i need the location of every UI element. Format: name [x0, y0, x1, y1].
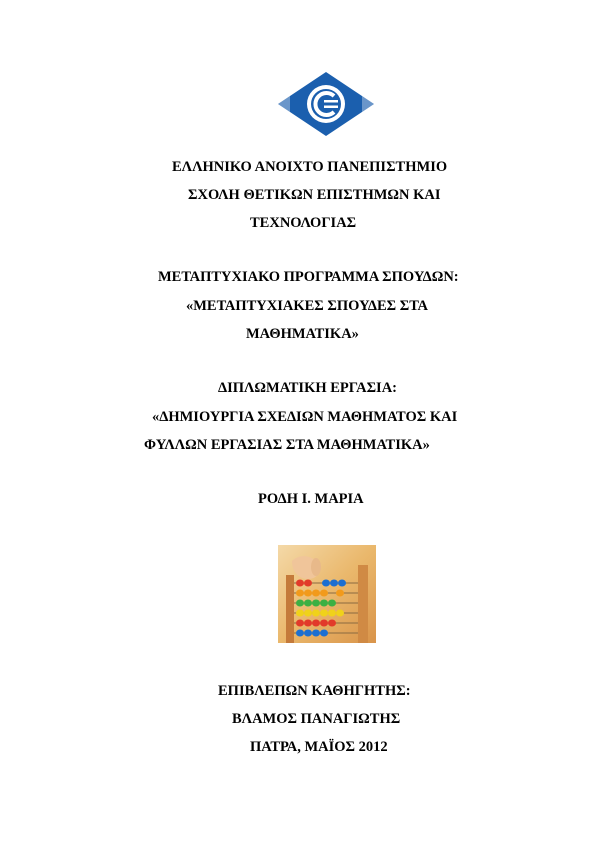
abacus-photo [278, 545, 376, 643]
program-line1: ΜΕΤΑΠΤΥΧΙΑΚΟ ΠΡΟΓΡΑΜΜΑ ΣΠΟΥΔΩΝ: [158, 269, 459, 285]
thesis-title-line1: «ΔΗΜΙΟΥΡΓΙΑ ΣΧΕΔΙΩΝ ΜΑΘΗΜΑΤΟΣ ΚΑΙ [152, 409, 458, 425]
school-name-line2: ΤΕΧΝΟΛΟΓΙΑΣ [250, 215, 357, 231]
supervisor-name: ΒΛΑΜΟΣ ΠΑΝΑΓΙΩΤΗΣ [232, 711, 401, 727]
thesis-heading: ΔΙΠΛΩΜΑΤΙΚΗ ΕΡΓΑΣΙΑ: [218, 380, 397, 396]
school-name-line1: ΣΧΟΛΗ ΘΕΤΙΚΩΝ ΕΠΙΣΤΗΜΩΝ ΚΑΙ [188, 187, 441, 203]
thesis-title-line2: ΦΥΛΛΩΝ ΕΡΓΑΣΙΑΣ ΣΤΑ ΜΑΘΗΜΑΤΙΚΑ» [144, 437, 430, 453]
program-line2: «ΜΕΤΑΠΤΥΧΙΑΚΕΣ ΣΠΟΥΔΕΣ ΣΤΑ [186, 298, 428, 314]
supervisor-heading: ΕΠΙΒΛΕΠΩΝ ΚΑΘΗΓΗΤΗΣ: [218, 683, 411, 699]
place-date: ΠΑΤΡΑ, ΜΑΪΟΣ 2012 [250, 739, 388, 755]
program-line3: ΜΑΘΗΜΑΤΙΚΑ» [246, 326, 359, 342]
university-name: ΕΛΛΗΝΙΚΟ ΑΝΟΙΧΤΟ ΠΑΝΕΠΙΣΤΗΜΙΟ [172, 159, 448, 175]
university-logo [276, 70, 376, 138]
author-name: ΡΟΔΗ Ι. ΜΑΡΙΑ [258, 491, 364, 507]
